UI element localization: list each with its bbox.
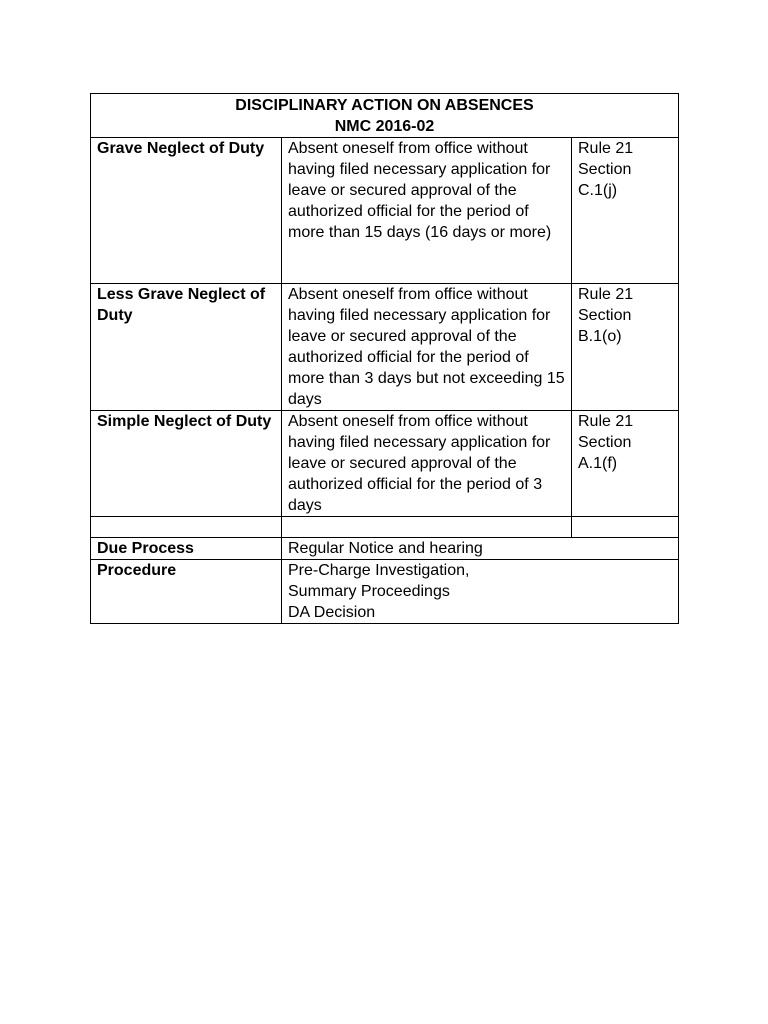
rule-number: Rule 21 bbox=[578, 413, 634, 430]
rule-section-code: A.1(f) bbox=[578, 455, 618, 472]
table-row bbox=[91, 138, 679, 284]
due-process-value: Regular Notice and hearing bbox=[282, 538, 679, 560]
document-title: DISCIPLINARY ACTION ON ABSENCES bbox=[235, 97, 534, 114]
table-row bbox=[91, 284, 679, 411]
procedure-value bbox=[282, 560, 679, 624]
rule-number: Rule 21 bbox=[578, 286, 634, 303]
table-row bbox=[91, 411, 679, 517]
table-title-row bbox=[91, 94, 679, 138]
due-process-label: Due Process bbox=[91, 538, 282, 560]
table-title bbox=[91, 94, 679, 138]
procedure-step: Pre-Charge Investigation, bbox=[288, 562, 470, 579]
empty-cell bbox=[572, 517, 679, 538]
procedure-row bbox=[91, 560, 679, 624]
offense-description: Absent oneself from office without having filed necessary application for leave or secured approval of the authorized official for the period of more than 3 days but not exceeding 15 days bbox=[282, 284, 572, 411]
offense-rule bbox=[572, 411, 679, 517]
rule-section-code: B.1(o) bbox=[578, 328, 622, 345]
offense-rule bbox=[572, 284, 679, 411]
empty-cell bbox=[282, 517, 572, 538]
procedure-step: DA Decision bbox=[288, 604, 376, 621]
rule-section-label: Section bbox=[578, 161, 632, 178]
due-process-row bbox=[91, 538, 679, 560]
offense-label: Less Grave Neglect of Duty bbox=[91, 284, 282, 411]
rule-section-code: C.1(j) bbox=[578, 182, 618, 199]
rule-section-label: Section bbox=[578, 434, 632, 451]
rule-section-label: Section bbox=[578, 307, 632, 324]
offense-rule bbox=[572, 138, 679, 284]
document-code: NMC 2016-02 bbox=[334, 118, 435, 135]
disciplinary-action-table bbox=[90, 93, 679, 624]
empty-cell bbox=[91, 517, 282, 538]
rule-number: Rule 21 bbox=[578, 140, 634, 157]
offense-description: Absent oneself from office without having filed necessary application for leave or secured approval of the authorized official for the period of more than 15 days (16 days or more) bbox=[282, 138, 572, 284]
empty-row bbox=[91, 517, 679, 538]
procedure-step: Summary Proceedings bbox=[288, 583, 450, 600]
offense-description: Absent oneself from office without having filed necessary application for leave or secured approval of the authorized official for the period of 3 days bbox=[282, 411, 572, 517]
offense-label: Simple Neglect of Duty bbox=[91, 411, 282, 517]
procedure-label: Procedure bbox=[91, 560, 282, 624]
offense-label: Grave Neglect of Duty bbox=[91, 138, 282, 284]
